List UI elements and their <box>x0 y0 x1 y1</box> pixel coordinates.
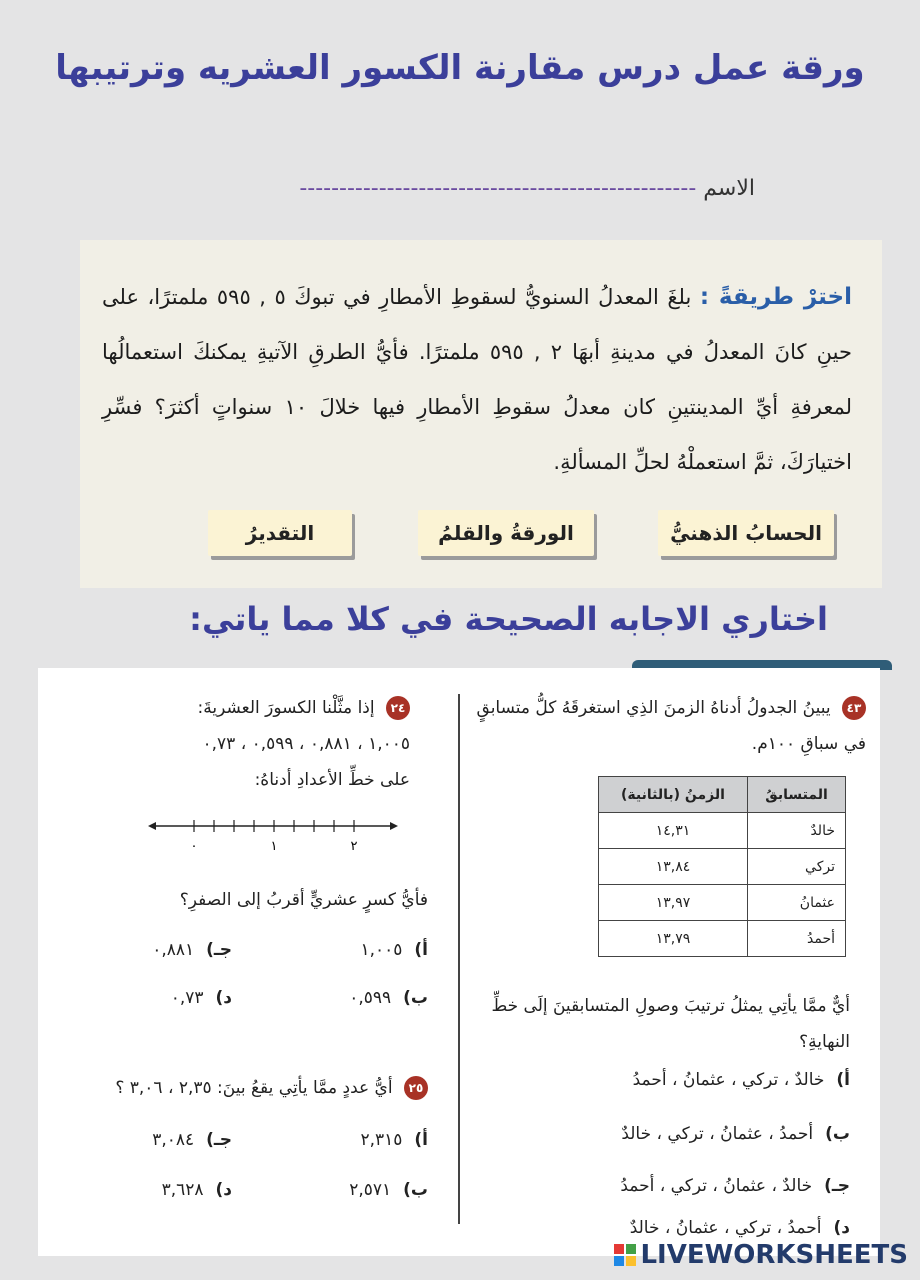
option-text: ٣,٦٢٨ <box>161 1180 204 1200</box>
option-text: ٢,٣١٥ <box>360 1130 403 1150</box>
table-header: المتسابقُ <box>747 777 845 813</box>
option-text: ٠,٧٣ <box>170 988 204 1008</box>
runner-name: عثمانُ <box>747 885 845 921</box>
runner-name: تركي <box>747 849 845 885</box>
problem-paragraph <box>102 270 852 490</box>
option-text: ١,٠٠٥ <box>360 940 403 960</box>
runner-name: أحمدُ <box>747 921 845 957</box>
worksheet-title: ورقة عمل درس مقارنة الكسور العشريه وترتيبها <box>55 48 865 88</box>
q44-question: فأيُّ كسرٍ عشريٍّ أقربُ إلى الصفرِ؟ <box>179 890 428 910</box>
option-label: جـ) <box>206 940 232 960</box>
option-text: ٠,٨٨١ <box>152 940 195 960</box>
q45-option-d[interactable] <box>162 1180 232 1200</box>
option-text: أحمدُ ، تركي ، عثمانُ ، خالدٌ <box>629 1218 822 1238</box>
runner-time: ١٣,٧٩ <box>599 921 748 957</box>
tick-label: ٢ <box>350 839 358 854</box>
problem-panel <box>80 240 882 588</box>
q45-number-badge: ٢٥ <box>404 1076 428 1100</box>
q44-option-a[interactable] <box>360 940 428 960</box>
runner-time: ١٣,٨٤ <box>599 849 748 885</box>
instructions-heading: اختاري الاجابه الصحيحة في كلا مما ياتي: <box>189 600 828 638</box>
q43-question: أيٌّ ممَّا يأتِي يمثلُ ترتيبَ وصولِ المتسابقينَ إلَى خطِّ النهايةِ؟ <box>491 996 850 1052</box>
runner-time: ١٣,٩٧ <box>599 885 748 921</box>
q45-stem <box>115 1076 428 1100</box>
option-text: خالدٌ ، عثمانُ ، تركي ، أحمدُ <box>620 1176 813 1196</box>
q44-values: ١,٠٠٥ ، ٠,٨٨١ ، ٠,٥٩٩ ، ٠,٧٣ <box>202 734 410 754</box>
questions-panel <box>38 668 880 1256</box>
table-header: الزمنُ (بالثانية) <box>599 777 748 813</box>
method-estimation[interactable]: التقديرُ <box>208 510 352 556</box>
q43-option-c[interactable] <box>620 1176 850 1196</box>
q43-number-badge: ٤٣ <box>842 696 866 720</box>
option-label: أ) <box>414 940 428 960</box>
q43-option-a[interactable] <box>633 1070 850 1090</box>
q44-line1 <box>50 690 410 726</box>
runners-table <box>598 776 846 957</box>
number-line-arrow-right <box>390 822 398 830</box>
column-divider <box>458 694 460 1224</box>
table-row <box>599 885 846 921</box>
table-header-row <box>599 777 846 813</box>
liveworksheets-logo[interactable] <box>614 1240 908 1270</box>
runner-time: ١٤,٣١ <box>599 813 748 849</box>
q44-stem <box>50 690 410 798</box>
q44-number-badge: ٢٤ <box>386 696 410 720</box>
liveworksheets-logo-icon <box>614 1244 636 1266</box>
tick-label: ٠ <box>190 839 198 854</box>
number-line <box>148 816 398 856</box>
option-text: أحمدُ ، عثمانُ ، تركي ، خالدٌ <box>621 1124 814 1144</box>
runner-name: خالدٌ <box>747 813 845 849</box>
option-text: خالدٌ ، تركي ، عثمانُ ، أحمدُ <box>632 1070 825 1090</box>
option-text: ٢,٥٧١ <box>349 1180 392 1200</box>
option-label: جـ) <box>206 1130 232 1150</box>
option-label: جـ) <box>824 1176 850 1196</box>
option-label: أ) <box>414 1130 428 1150</box>
q43-option-d[interactable] <box>630 1218 850 1238</box>
option-label: د) <box>215 988 232 1008</box>
q43-stem <box>471 690 866 762</box>
name-dashes: -------------------------------------------------- <box>299 176 697 201</box>
q43-option-b[interactable] <box>621 1124 850 1144</box>
option-text: ٠,٥٩٩ <box>349 988 392 1008</box>
tick-label: ١ <box>270 839 278 854</box>
q44-option-b[interactable] <box>349 988 428 1008</box>
name-field[interactable] <box>299 176 755 201</box>
q44-option-d[interactable] <box>171 988 232 1008</box>
problem-lead: اخترْ طريقةً : <box>699 284 853 310</box>
q45-option-c[interactable] <box>152 1130 232 1150</box>
option-label: د) <box>215 1180 232 1200</box>
option-label: أ) <box>836 1070 850 1090</box>
q45-option-b[interactable] <box>349 1180 428 1200</box>
q44-intro: إذا مثَّلْنا الكسورَ العشريةَ: <box>197 698 375 718</box>
method-mental-math[interactable]: الحسابُ الذهنيُّ <box>658 510 834 556</box>
problem-text: بلغَ المعدلُ السنويُّ لسقوطِ الأمطارِ في تبوكَ ٥ , ٥٩٥ ملمترًا، على حينِ كانَ المعدلُ في مدينةِ أبهَا ٢ , ٥٩٥ ملمترًا. فأيُّ الطرقِ الآتيةِ يمكنكَ استعمالُها لمعرفةِ أيِّ المدينتينِ كان معدلُ سقوطِ الأمطارِ فيها خلالَ ١٠ سنواتٍ أكثرَ؟ فسِّرِ اختيارَكَ، ثمَّ استعملْهُ لحلِّ المسألةِ. <box>102 285 852 474</box>
name-label: الاسم <box>703 176 755 201</box>
brand-text: LIVEWORKSHEETS <box>640 1240 908 1270</box>
option-text: ٣,٠٨٤ <box>152 1130 195 1150</box>
option-label: ب) <box>403 1180 428 1200</box>
number-line-arrow-left <box>148 822 156 830</box>
table-row <box>599 849 846 885</box>
table-row <box>599 921 846 957</box>
q44-option-c[interactable] <box>152 940 232 960</box>
option-label: د) <box>833 1218 850 1238</box>
option-label: ب) <box>825 1124 850 1144</box>
table-row <box>599 813 846 849</box>
option-label: ب) <box>403 988 428 1008</box>
method-paper-pencil[interactable]: الورقةُ والقلمُ <box>418 510 594 556</box>
q44-line2: على خطِّ الأعدادِ أدناهُ: <box>254 770 410 790</box>
q45-question: أيُّ عددٍ ممَّا يأتِي يقعُ بينَ: ٢,٣٥ ، ٣,٠٦ ؟ <box>115 1078 393 1098</box>
q45-option-a[interactable] <box>360 1130 428 1150</box>
q43-text: يبينُ الجدولُ أدناهُ الزمنَ الذِي استغرقَهُ كلُّ متسابقٍ في سباقِ ١٠٠م. <box>476 698 866 754</box>
